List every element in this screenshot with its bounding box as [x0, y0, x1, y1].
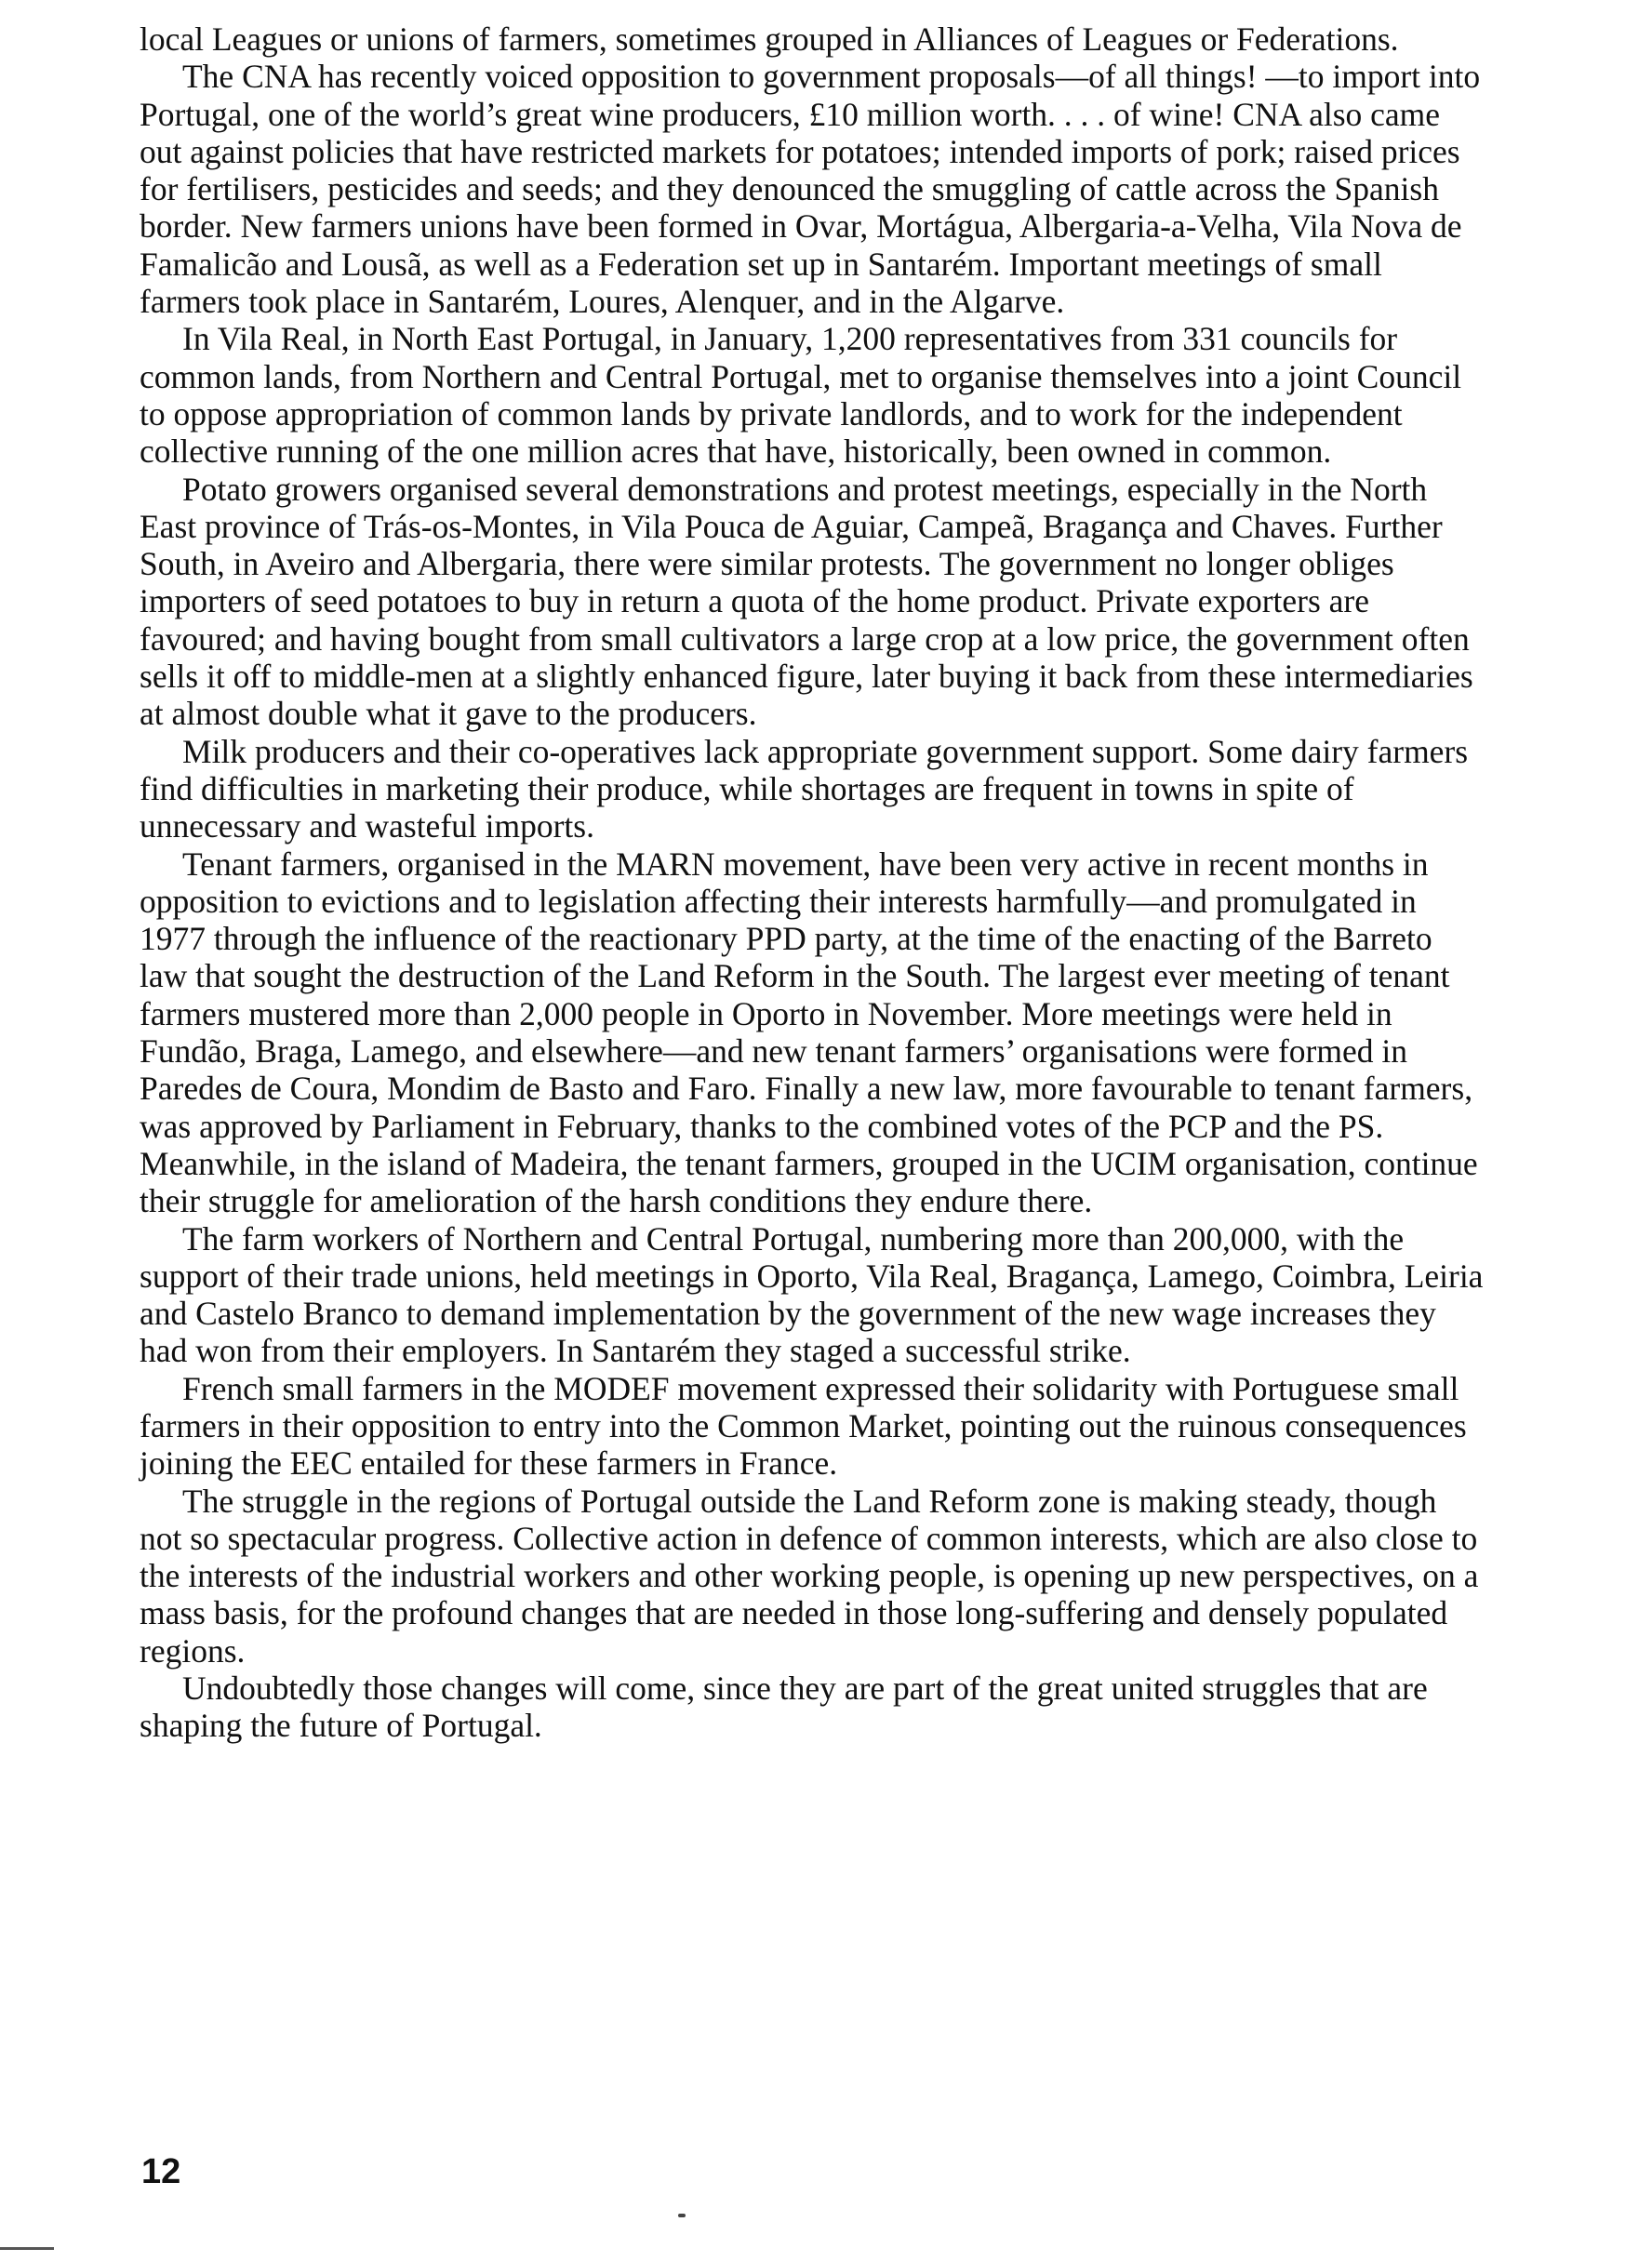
paragraph-potato-growers: Potato growers organised several demonstrations and protest meetings, especially in the North East province of Trás-os-Montes, in Vila Pouca de Aguiar, Campeã, Bragança and Chaves. Further South, in Aveiro and Albergaria, there were similar protests. The government no longer obliges importers of seed potatoes to buy in return a quota of the home product. Private exporters are favoured; and having bought from small cultivators a large crop at a low price, the government often sells it off to middle-men at a slightly enhanced figure, later buying it back from these intermediaries at almost double what it gave to the producers. — [140, 470, 1473, 733]
page-number: 12 — [141, 2152, 181, 2191]
paragraph-struggle: The struggle in the regions of Portugal outside the Land Reform zone is making steady, though not so spectacular progress. Collective action in defence of common interests, which are also close to the interests of the industrial workers and other working people, is opening up new perspectives, on a mass basis, for the profound changes that are needed in those long-suffering and densely populated regions. — [140, 1482, 1479, 1670]
document-body — [140, 20, 1484, 1745]
paragraph-cna-opposition: The CNA has recently voiced opposition to government proposals—of all things! —to import into Portugal, one of the world’s great wine producers, £10 million worth. . . . of wine! CNA also came out against policies that have restricted markets for potatoes; intended imports of pork; raised prices for fertilisers, pesticides and seeds; and they denounced the smuggling of cattle across the Spanish border. New farmers unions have been formed in Ovar, Mortágua, Albergaria-a-Velha, Vila Nova de Famalicão and Lousã, as well as a Federation set up in Santarém. Important meetings of small farmers took place in Santarém, Loures, Alenquer, and in the Algarve. — [140, 58, 1481, 321]
paragraph-farm-workers: The farm workers of Northern and Central Portugal, numbering more than 200,000, with the support of their trade unions, held meetings in Oporto, Vila Real, Bragança, Lamego, Coimbra, Leiria and Castelo Branco to demand implementation by the government of the new wage increases they had won from their employers. In Santarém they staged a successful strike. — [140, 1219, 1484, 1370]
paragraph-tenant-farmers: Tenant farmers, organised in the MARN movement, have been very active in recent months in opposition to evictions and to legislation affecting their interests harmfully—and promulgated in 1977 through the influence of the reactionary PPD party, at the time of the enacting of the Barreto law that sought the destruction of the Land Reform in the South. The largest ever meeting of tenant farmers mustered more than 2,000 people in Oporto in November. More meetings were held in Fundão, Braga, Lamego, and elsewhere—and new tenant farmers’ organisations were formed in Paredes de Coura, Mondim de Basto and Faro. Finally a new law, more favourable to tenant farmers, was approved by Parliament in February, thanks to the combined votes of the PCP and the PS. Meanwhile, in the island of Madeira, the tenant farmers, grouped in the UCIM organisation, continue their struggle for amelioration of the harsh conditions they endure there. — [140, 845, 1478, 1220]
paragraph-vila-real: In Vila Real, in North East Portugal, in January, 1,200 representatives from 331 councils for common lands, from Northern and Central Portugal, met to organise themselves into a joint Council to oppose appropriation of common lands by private landlords, and to work for the independent collective running of the one million acres that have, historically, been owned in common. — [140, 320, 1462, 471]
paragraph-french-farmers: French small farmers in the MODEF movement expressed their solidarity with Portuguese small farmers in their opposition to entry into the Common Market, pointing out the ruinous consequences joining the EEC entailed for these farmers in France. — [140, 1369, 1467, 1483]
scan-artifact-dot — [678, 2214, 686, 2217]
paragraph-conclusion: Undoubtedly those changes will come, since they are part of the great united struggles that are shaping the future of Portugal. — [140, 1670, 1428, 1745]
scan-artifact-line — [0, 2247, 54, 2250]
paragraph-continuation: local Leagues or unions of farmers, sometimes grouped in Alliances of Leagues or Federations. — [140, 20, 1399, 58]
paragraph-milk-producers: Milk producers and their co-operatives lack appropriate government support. Some dairy farmers find difficulties in marketing their produce, while shortages are frequent in towns in spite of unnecessary and wasteful imports. — [140, 732, 1469, 845]
